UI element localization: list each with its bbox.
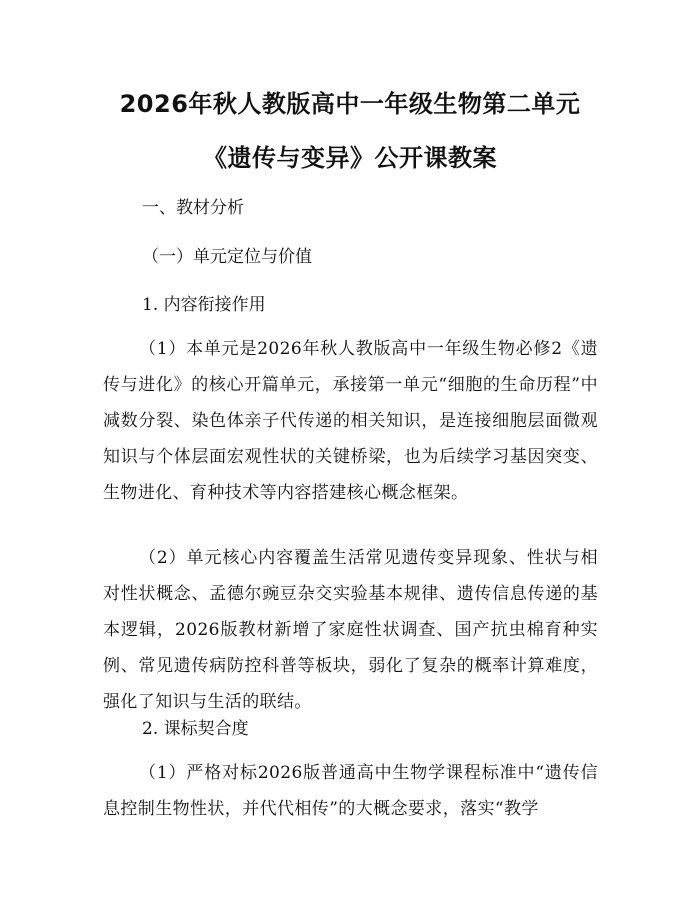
item-heading-content-connection: 1. 内容衔接作用 <box>142 295 266 315</box>
paragraph-curriculum-standard: （1）严格对标2026版普通高中生物学课程标准中“遗传信息控制生物性状，并代代相传”的大概念要求，落实“教学 <box>103 763 598 819</box>
section-heading-material-analysis: 一、教材分析 <box>142 198 244 218</box>
paragraph-unit-content: （2）单元核心内容覆盖生活常见遗传变异现象、性状与相对性状概念、孟德尔豌豆杂交实验基本规律、遗传信息传递的基本逻辑，2026版教材新增了家庭性状调查、国产抗虫棉育种实例、常见遗传病防控科普等板块，弱化了复杂的概率计算难度，强化了知识与生活的联结。 <box>103 548 598 712</box>
document-title-line-1: 2026年秋人教版高中一年级生物第二单元 <box>119 90 581 118</box>
item-heading-curriculum-alignment: 2. 课标契合度 <box>142 719 249 739</box>
subsection-heading-unit-positioning: （一）单元定位与价值 <box>142 247 312 267</box>
paragraph-unit-role: （1）本单元是2026年秋人教版高中一年级生物必修2《遗传与进化》的核心开篇单元，承接第一单元“细胞的生命历程”中减数分裂、染色体亲子代传递的相关知识，是连接细胞层面微观知识与个体层面宏观性状的关键桥梁，也为后续学习基因突变、生物进化、育种技术等内容搭建核心概念框架。 <box>103 339 598 503</box>
document-title-line-2: 《遗传与变异》公开课教案 <box>203 144 497 172</box>
